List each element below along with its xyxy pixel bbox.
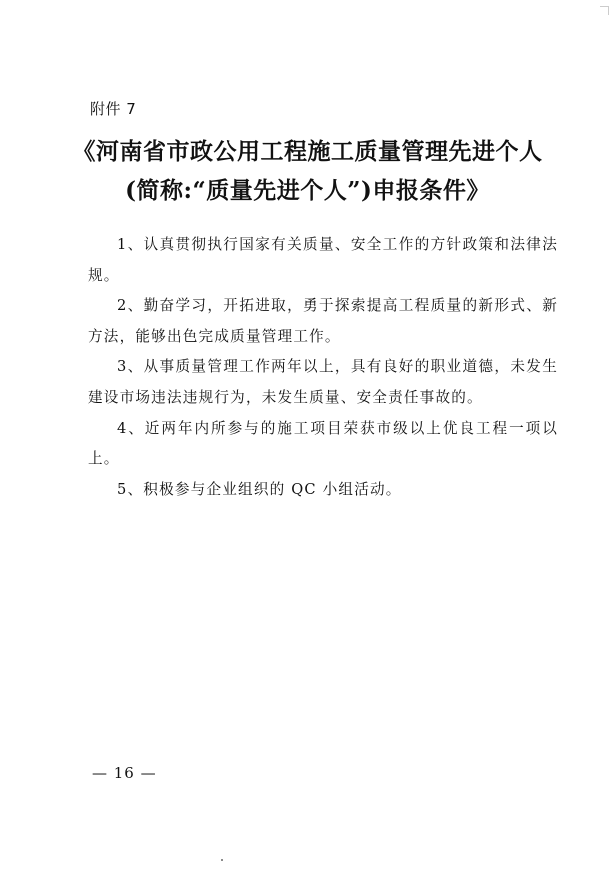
attachment-label: 附件 7	[90, 100, 137, 118]
document-title-line-1: 《河南省市政公用工程施工质量管理先进个人	[72, 138, 543, 165]
scan-corner-mark	[600, 6, 609, 15]
requirement-item-5: 5、积极参与企业组织的 QC 小组活动。	[117, 480, 402, 498]
document-title-line-2: (简称:“质量先进个人”)申报条件》	[125, 177, 490, 204]
requirement-item-1: 1、认真贯彻执行国家有关质量、安全工作的方针政策和法律法规。	[88, 236, 558, 284]
scan-speck	[221, 859, 223, 861]
requirement-item-4: 4、近两年内所参与的施工项目荣获市级以上优良工程一项以上。	[88, 419, 558, 468]
requirements-list	[88, 230, 558, 505]
requirement-item-2: 2、勤奋学习，开拓进取，勇于探索提高工程质量的新形式、新方法，能够出色完成质量管理工作。	[88, 297, 558, 345]
page-number: — 16 —	[92, 764, 157, 782]
requirement-item-3: 3、从事质量管理工作两年以上，具有良好的职业道德，未发生建设市场违法违规行为，未发生质量、安全责任事故的。	[88, 358, 558, 406]
